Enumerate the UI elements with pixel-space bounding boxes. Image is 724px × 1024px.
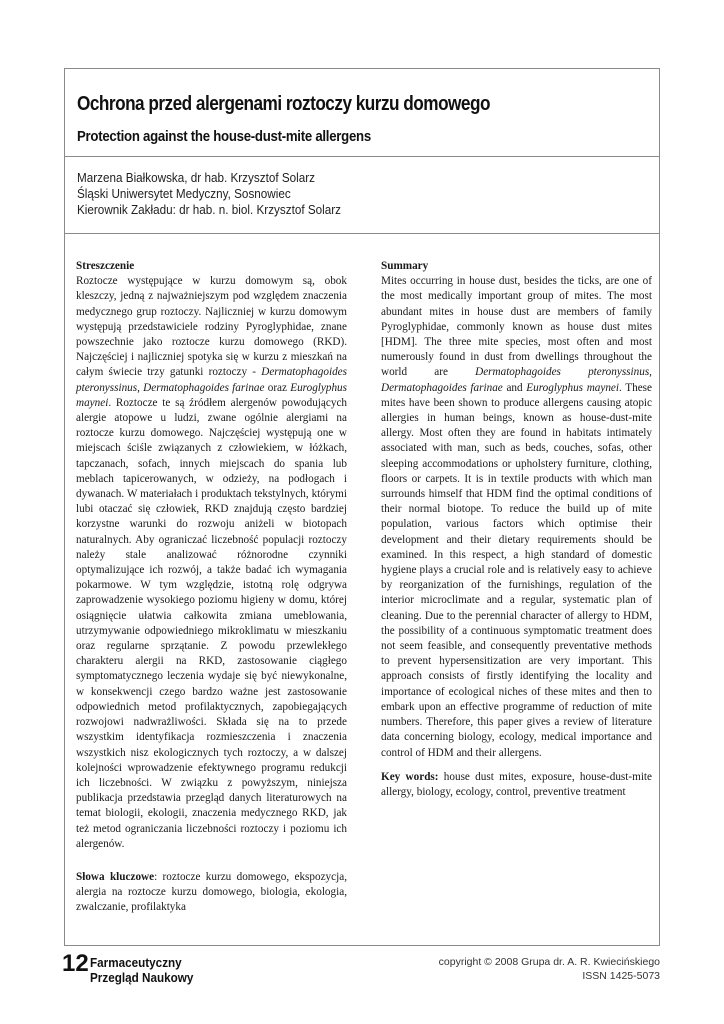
department-head: Kierownik Zakładu: dr hab. n. biol. Krzysztof Solarz: [77, 202, 342, 217]
author-names: Marzena Białkowska, dr hab. Krzysztof Solarz: [77, 170, 315, 185]
journal-name-line1: Farmaceutyczny: [90, 955, 182, 970]
species-name: Dermatophagoides farinae: [143, 381, 265, 394]
key-words-text: house dust mites, exposure, house-dust-mite allergy, biology, ecology, control, preventive treatment: [381, 771, 652, 799]
species-name: Dermatophagoides pteronyssinus, Dermatophagoides farinae: [381, 366, 652, 394]
issn-text: ISSN 1425-5073: [582, 970, 660, 982]
authors-divider: [64, 233, 660, 234]
slowa-kluczowe-text: : roztocze kurzu domowego, ekspozycja, alergia na roztocze kurzu domowego, biologia, ekologia, zwalczanie, profilaktyka: [76, 871, 347, 914]
streszczenie-text-part2: . Roztocze te są źródłem alergenów powodujących alergie atopowe u ludzi, zwane ogólnie alergiami na roztocze kurzu domowego. Najczęściej występują one w miejscach ściśle związanych z człowiekiem, w łóżkach, tapczanach, sofach, innych miejscach do spania lub meblach tapicerowanych, w odzieży, na podłogach i dywanach. W materiałach i produktach tekstylnych, którymi lubi otaczać się człowiek, RKD znajdują często bardziej korzystne warunki do rozwoju aniżeli w biotopach naturalnych. Aby ograniczać liczebność populacji roztoczy należy stale analizować różnorodne czynniki optymalizujące ich rozwój, a także badać ich wymagania pokarmowe. W tym względzie, istotną rolę odgrywa zaprowadzenie wysokiego poziomu higieny w domu, której osiągnięcie ułatwia całkowita zmiana umeblowania, utrzymywanie odpowiedniego mikroklimatu w mieszkaniu oraz regularne sprzątanie. Z powodu przewlekłego charakteru alergii na RKD, zastosowanie ciągłego symptomatycznego leczenia wydaje się być niewykonalne, w konsekwencji czego bardzo ważne jest zastosowanie odpowiednich metod profilaktycznych, zapobiegających rozwojowi nadwrażliwości. Składa się na to przede wszystkim identyfikacja rozmieszczenia i znaczenia wszystkich nisz ekologicznych tych roztoczy, a w dalszej kolejności wprowadzenie efektywnego programu redukcji ich liczebności. W związku z powyższym, niniejsza publikacja przedstawia przegląd danych literaturowych na temat biologii, ekologii, znaczenia medycznego RKD, jak też metod ograniczania liczebności roztoczy i poziomu ich alergenów.: [76, 396, 347, 850]
streszczenie-text-part1: Roztocze występujące w kurzu domowym są, obok kleszczy, jedną z najważniejszym pod względem znaczenia medycznego grup roztoczy. Najliczniej w kurzu domowym występują przedstawiciele rodziny Pyroglyphidae, znane powszechnie jako roztocze kurzu domowego (RKD). Najczęściej i najliczniej spotyka się w kurzu z mieszkań na całym świecie trzy gatunki roztoczy -: [76, 275, 347, 379]
abstract-polish: [76, 259, 347, 852]
article-subtitle: Protection against the house-dust-mite allergens: [77, 128, 371, 145]
summary-heading: Summary: [381, 260, 429, 272]
species-name: Euroglyphus maynei: [526, 381, 620, 394]
streszczenie-text: [76, 274, 347, 852]
copyright-block: [439, 955, 660, 983]
journal-name-line2: Przegląd Naukowy: [90, 970, 194, 985]
title-divider: [64, 156, 660, 157]
page-number: 12: [62, 950, 89, 977]
species-name: Euroglyphus maynei: [76, 381, 347, 409]
species-name: Dermatophagoides pteronyssinus: [76, 366, 347, 394]
separator: and: [502, 381, 527, 394]
slowa-kluczowe-label: Słowa kluczowe: [76, 871, 155, 883]
streszczenie-heading: Streszczenie: [76, 260, 135, 272]
key-words-label: Key words:: [381, 771, 439, 783]
keywords-polish: [76, 870, 347, 916]
journal-name: [90, 955, 193, 985]
summary-text-part2: . These mites have been shown to produce allergens causing atopic allergies in human beings, known as house-dust-mite allergy. Most often they are found in habitats intimately associated with man, such as beds, couches, sofas, other sleeping accommodations or upholstery furniture, clothing, floors or carpets. It is in textile products with which man surrounds himself that HDM find the optimal conditions of their normal biotope. To reduce the build up of mite population, various factors which optimise their development and their dietary requirements should be examined. In this respect, a high standard of domestic hygiene plays a crucial role and is relatively easy to achieve by reorganization of the furnishings, regulation of the interior microclimate and a regular, systematic plan of cleaning. Due to the perennial character of allergy to HDM, the possibility of a continuous symptomatic treatment does not seem feasible, and consequently preventative methods to prevent hypersensitization are very important. This approach consists of firstly identifying the locality and importance of ecological niches of these mites and then to embark upon an effective programme of reduction of mite numbers. Therefore, this paper gives a review of literature data concerning biology, ecology, medical importance and control of HDM and their allergens.: [381, 381, 652, 759]
copyright-text: copyright © 2008 Grupa dr. A. R. Kwiecińskiego: [438, 956, 660, 968]
summary-text-part1: Mites occurring in house dust, besides the ticks, are one of the most medically important group of mites. The most abundant mites in house dust are members of family Pyroglyphidae, commonly known as house dust mites [HDM]. The three mite species, most often and most numerously found in dust from dwellings throughout the world are: [381, 275, 652, 379]
separator: ,: [137, 381, 144, 394]
abstract-english: [381, 259, 652, 761]
summary-text: [381, 274, 652, 761]
keywords-english: [381, 770, 652, 800]
article-title: Ochrona przed alergenami roztoczy kurzu domowego: [77, 93, 490, 115]
separator: oraz: [264, 381, 291, 394]
author-block: [77, 170, 581, 218]
author-affiliation: Śląski Uniwersytet Medyczny, Sosnowiec: [77, 186, 291, 201]
